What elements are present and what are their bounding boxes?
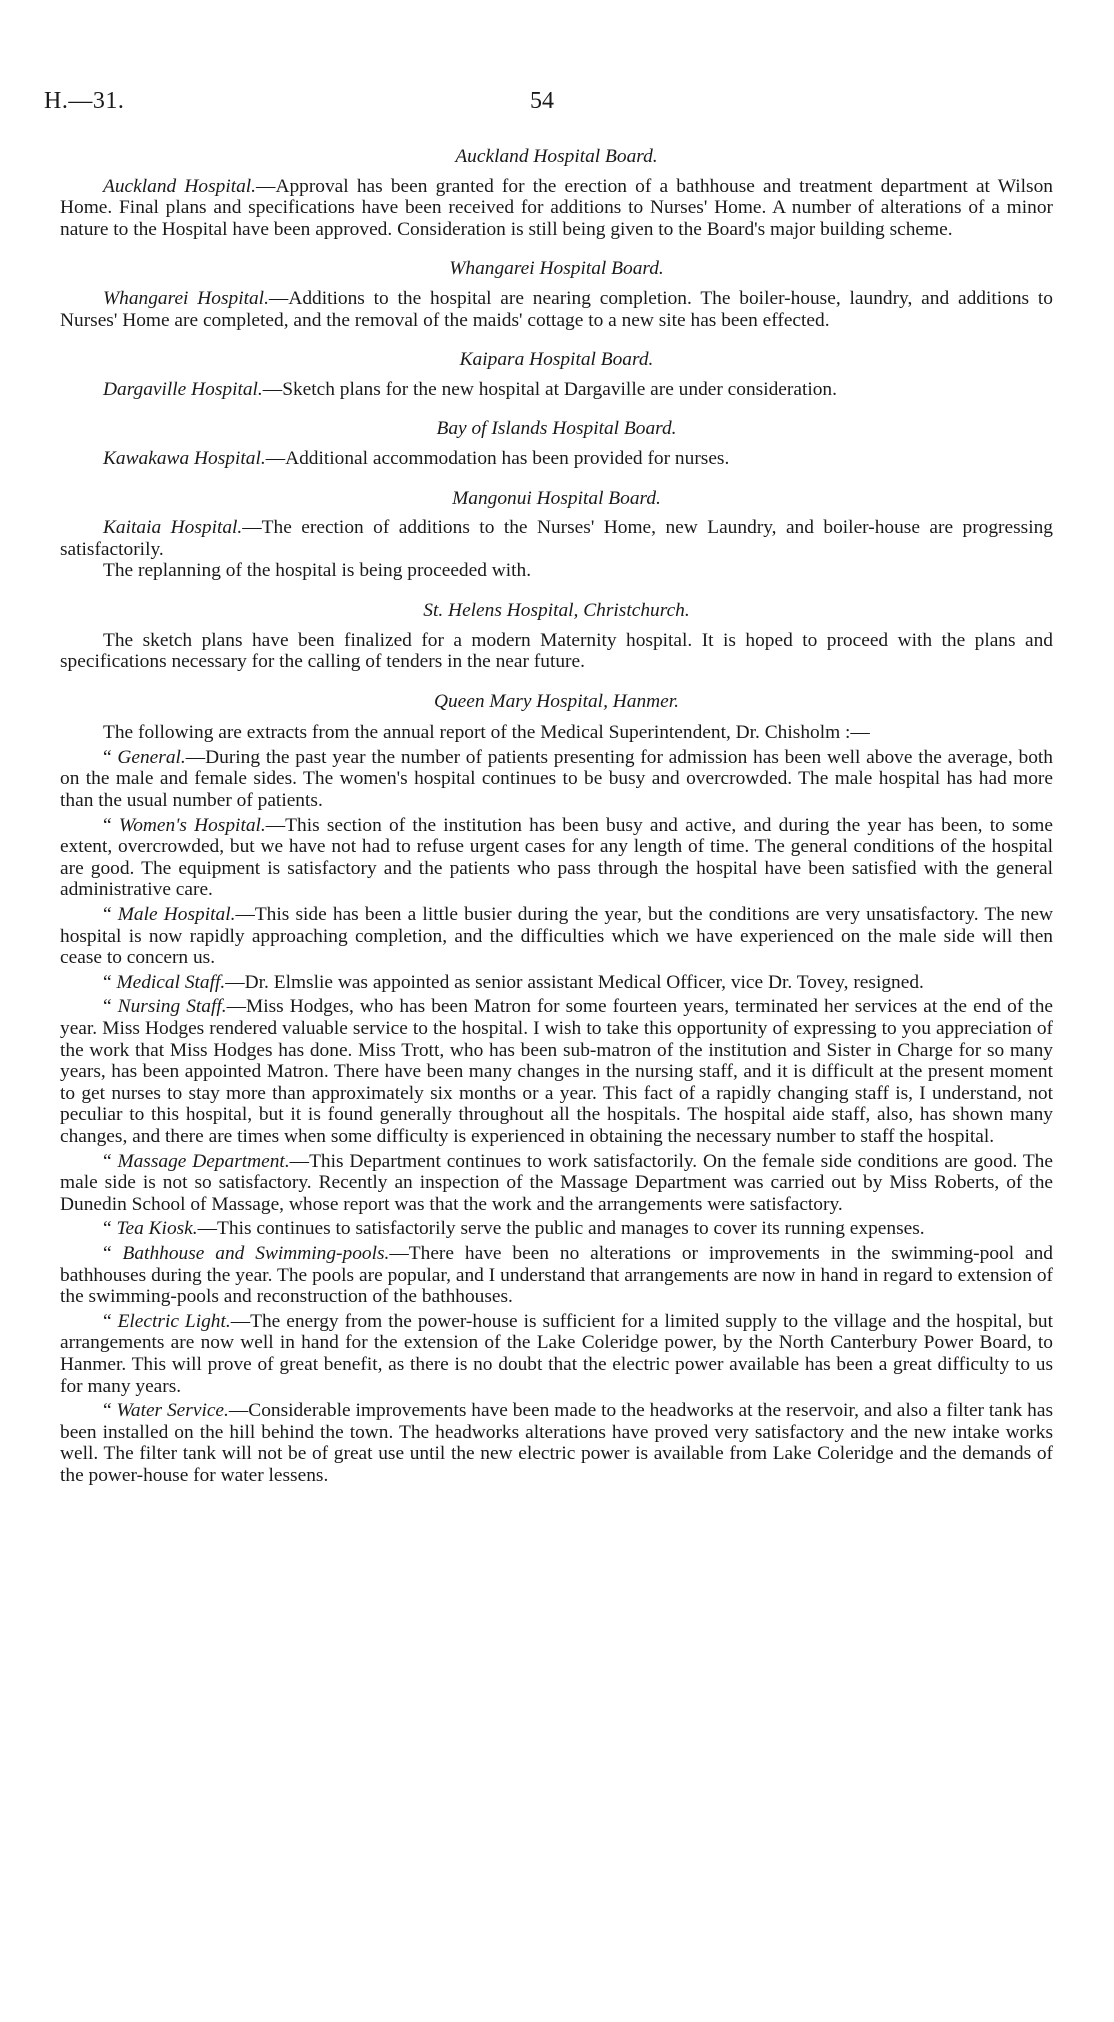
paragraph-text: —Miss Hodges, who has been Matron for some fourteen years, terminated her services at the end of the year. Miss Hodges rendered valuable service to the hospital. I wish to take this opportunity of expressing to you appreciation of the work that Miss Hodges has done. Miss Trott, who has been sub-matron of the institution and Sister in Charge for so many years, has been appointed Matron. There have been many changes in the nursing staff, and it is difficult at the present moment to get nurses to stay more than approximately six months or a year. This fact of a rapidly changing staff is, I understand, not peculiar to this hospital, but it is found generally throughout all the hospitals. The hospital aide staff, also, has shown many changes, and there are times when some difficulty is experienced in obtaining the necessary number to staff the hospital.: [60, 996, 1053, 1147]
paragraph-lead: Male Hospital.: [117, 904, 236, 926]
paragraph-intro: The following are extracts from the annual report of the Medical Superintendent, Dr. Chisholm :—: [103, 722, 870, 744]
section-heading: Kaipara Hospital Board.: [459, 349, 654, 371]
paragraph-lead: Water Service.: [116, 1400, 229, 1422]
document-reference: H.—31.: [44, 88, 125, 114]
section-heading: St. Helens Hospital, Christchurch.: [423, 599, 690, 621]
report-paragraph-womens-hospital: “ Women's Hospital.—This section of the institution has been busy and active, and during the year has been, to some extent, overcrowded, but we have not had to refuse urgent cases for any length of time. The general conditions of the hospital are good. The equipment is satisfactory and the patients who pass through the hospital have been satisfied with the general administrative care.: [60, 814, 1053, 901]
paragraph-text: —During the past year the number of patients presenting for admission has been well above the average, both on the male and female sides. The women's hospital continues to be busy and overcrowded. The male hospital has had more than the usual number of patients.: [60, 746, 1053, 812]
paragraph-text: —The erection of additions to the Nurses' Home, new Laundry, and boiler-house are progressing satisfactorily.: [60, 517, 1053, 560]
paragraph-lead: Tea Kiosk.: [116, 1218, 198, 1240]
paragraph: [60, 560, 1053, 582]
paragraph-lead: Massage Department.: [117, 1150, 290, 1172]
paragraph-text: —Dr. Elmslie was appointed as senior assistant Medical Officer, vice Dr. Tovey, resigned.: [225, 971, 924, 993]
page-number: 54: [530, 88, 554, 114]
report-paragraph-electric-light: “ Electric Light.—The energy from the power-house is sufficient for a limited supply to the village and the hospital, but arrangements are now well in hand for the extension of the Lake Coleridge power, by the North Canterbury Power Board, to Hanmer. This will prove of great benefit, as there is no doubt that the electric power available has been a great difficulty to us for many years.: [60, 1310, 1053, 1397]
paragraph-lead: Kawakawa Hospital.: [103, 447, 266, 469]
paragraph-lead: General.: [117, 746, 186, 768]
paragraph-lead: Kaitaia Hospital.: [103, 517, 243, 539]
page-header: [44, 88, 1070, 122]
report-paragraph-general: “ General.—During the past year the number of patients presenting for admission has been well above the average, both on the male and female sides. The women's hospital continues to be busy and overcrowded. The male hospital has had more than the usual number of patients.: [60, 746, 1053, 812]
report-paragraph-water-service: “ Water Service.—Considerable improvements have been made to the headworks at the reservoir, and also a filter tank has been installed on the hill behind the town. The headworks alterations have proved very satisfactory and the new intake works well. The filter tank will not be of great use until the new electric power is available from Lake Coleridge and the demands of the power-house for water lessens.: [60, 1400, 1053, 1486]
paragraph-lead: Whangarei Hospital.: [103, 287, 269, 309]
paragraph-text: The sketch plans have been finalized for a modern Maternity hospital. It is hoped to proceed with the plans and specifications necessary for the calling of tenders in the near future.: [60, 629, 1053, 673]
section-heading: Mangonui Hospital Board.: [452, 487, 661, 509]
paragraph: [60, 379, 1053, 401]
section-heading: Bay of Islands Hospital Board.: [436, 418, 677, 440]
section-auckland-hospital-board: [60, 146, 1053, 240]
paragraph-text: —This continues to satisfactorily serve the public and manages to cover its running expenses.: [197, 1218, 925, 1240]
paragraph-text: —This Department continues to work satisfactorily. On the female side conditions are good. The male side is not so satisfactory. Recently an inspection of the Massage Department was carried out by Miss Roberts, of the Dunedin School of Massage, whose report was that the work and the arrangements were satisfactory.: [60, 1150, 1053, 1215]
section-mangonui-hospital-board: [60, 488, 1053, 582]
paragraph-lead: Bathhouse and Swimming-pools.: [122, 1242, 390, 1264]
paragraph-text: —This side has been a little busier during the year, but the conditions are very unsatisfactory. The new hospital is now rapidly approaching completion, and the difficulties which we have experienced on the male side will then cease to concern us.: [60, 904, 1053, 969]
paragraph-lead: Dargaville Hospital.: [103, 378, 263, 400]
paragraph-lead: Medical Staff.: [116, 971, 226, 993]
section-heading: Queen Mary Hospital, Hanmer.: [433, 690, 680, 712]
paragraph: [60, 448, 1053, 470]
report-paragraph-male-hospital: “ Male Hospital.—This side has been a little busier during the year, but the conditions are very unsatisfactory. The new hospital is now rapidly approaching completion, and the difficulties which we have experienced on the male side will then cease to concern us.: [60, 904, 1053, 969]
paragraph-text: —Approval has been granted for the erection of a bathhouse and treatment department at Wilson Home. Final plans and specifications have been received for additions to Nurses' Home. A number of alterations of a minor nature to the Hospital have been approved. Consideration is still being given to the Board's major building scheme.: [60, 175, 1053, 240]
paragraph-lead: Auckland Hospital.: [103, 175, 257, 197]
section-st-helens-hospital: [60, 600, 1053, 673]
section-heading: Whangarei Hospital Board.: [449, 258, 664, 280]
paragraph: [60, 630, 1053, 673]
paragraph-text: The replanning of the hospital is being proceeded with.: [103, 560, 532, 582]
section-bay-of-islands-hospital-board: [60, 418, 1053, 469]
page-body: [60, 146, 1053, 1504]
section-whangarei-hospital-board: [60, 258, 1053, 331]
paragraph-text: —There have been no alterations or improvements in the swimming-pool and bathhouses during the year. The pools are popular, and I understand that arrangements are now in hand in regard to extension of the swimming-pools and reconstruction of the bathhouses.: [60, 1242, 1053, 1308]
paragraph-text: —Considerable improvements have been made to the headworks at the reservoir, and also a filter tank has been installed on the hill behind the town. The headworks alterations have proved very satisfactory and the new intake works well. The filter tank will not be of great use until the new electric power is available from Lake Coleridge and the demands of the power-house for water lessens.: [60, 1400, 1053, 1486]
report-paragraph-medical-staff: “ Medical Staff.—Dr. Elmslie was appointed as senior assistant Medical Officer, vice Dr. Tovey, resigned.: [103, 971, 924, 993]
paragraph-text: —Additions to the hospital are nearing completion. The boiler-house, laundry, and additions to Nurses' Home are completed, and the removal of the maids' cottage to a new site has been effected.: [60, 287, 1053, 331]
paragraph-lead: Electric Light.: [117, 1310, 231, 1332]
paragraph: [60, 288, 1053, 331]
paragraph-text: —Sketch plans for the new hospital at Dargaville are under consideration.: [262, 378, 837, 400]
report-paragraph-bathhouse: “ Bathhouse and Swimming-pools.—There have been no alterations or improvements in the swimming-pool and bathhouses during the year. The pools are popular, and I understand that arrangements are now in hand in regard to extension of the swimming-pools and reconstruction of the bathhouses.: [60, 1242, 1053, 1308]
section-kaipara-hospital-board: [60, 349, 1053, 400]
paragraph-text: —The energy from the power-house is sufficient for a limited supply to the village and the hospital, but arrangements are now well in hand for the extension of the Lake Coleridge power, by the North Canterbury Power Board, to Hanmer. This will prove of great benefit, as there is no doubt that the electric power available has been a great difficulty to us for many years.: [60, 1310, 1053, 1397]
section-queen-mary-hospital: [60, 691, 1053, 1487]
paragraph: [60, 176, 1053, 241]
paragraph-lead: Women's Hospital.: [118, 814, 266, 836]
report-paragraph-nursing-staff: “ Nursing Staff.—Miss Hodges, who has been Matron for some fourteen years, terminated her services at the end of the year. Miss Hodges rendered valuable service to the hospital. I wish to take this opportunity of expressing to you appreciation of the work that Miss Hodges has done. Miss Trott, who has been sub-matron of the institution and Sister in Charge for so many years, has been appointed Matron. There have been many changes in the nursing staff, and it is difficult at the present moment to get nurses to stay more than approximately six months or a year. This fact of a rapidly changing staff is, I understand, not peculiar to this hospital, but it is found generally throughout all the hospitals. The hospital aide staff, also, has shown many changes, and there are times when some difficulty is experienced in obtaining the necessary number to staff the hospital.: [60, 996, 1053, 1147]
report-paragraph-tea-kiosk: “ Tea Kiosk.—This continues to satisfactorily serve the public and manages to cover its running expenses.: [103, 1218, 925, 1240]
paragraph-lead: Nursing Staff.: [117, 996, 227, 1018]
paragraph: [60, 517, 1053, 560]
paragraph-text: —Additional accommodation has been provided for nurses.: [265, 447, 730, 469]
paragraph-text: —This section of the institution has been busy and active, and during the year has been, to some extent, overcrowded, but we have not had to refuse urgent cases for any length of time. The general conditions of the hospital are good. The equipment is satisfactory and the patients who pass through the hospital have been satisfied with the general administrative care.: [60, 814, 1053, 901]
report-paragraph-massage-department: “ Massage Department.—This Department continues to work satisfactorily. On the female side conditions are good. The male side is not so satisfactory. Recently an inspection of the Massage Department was carried out by Miss Roberts, of the Dunedin School of Massage, whose report was that the work and the arrangements were satisfactory.: [60, 1150, 1053, 1215]
section-heading: Auckland Hospital Board.: [455, 146, 658, 167]
